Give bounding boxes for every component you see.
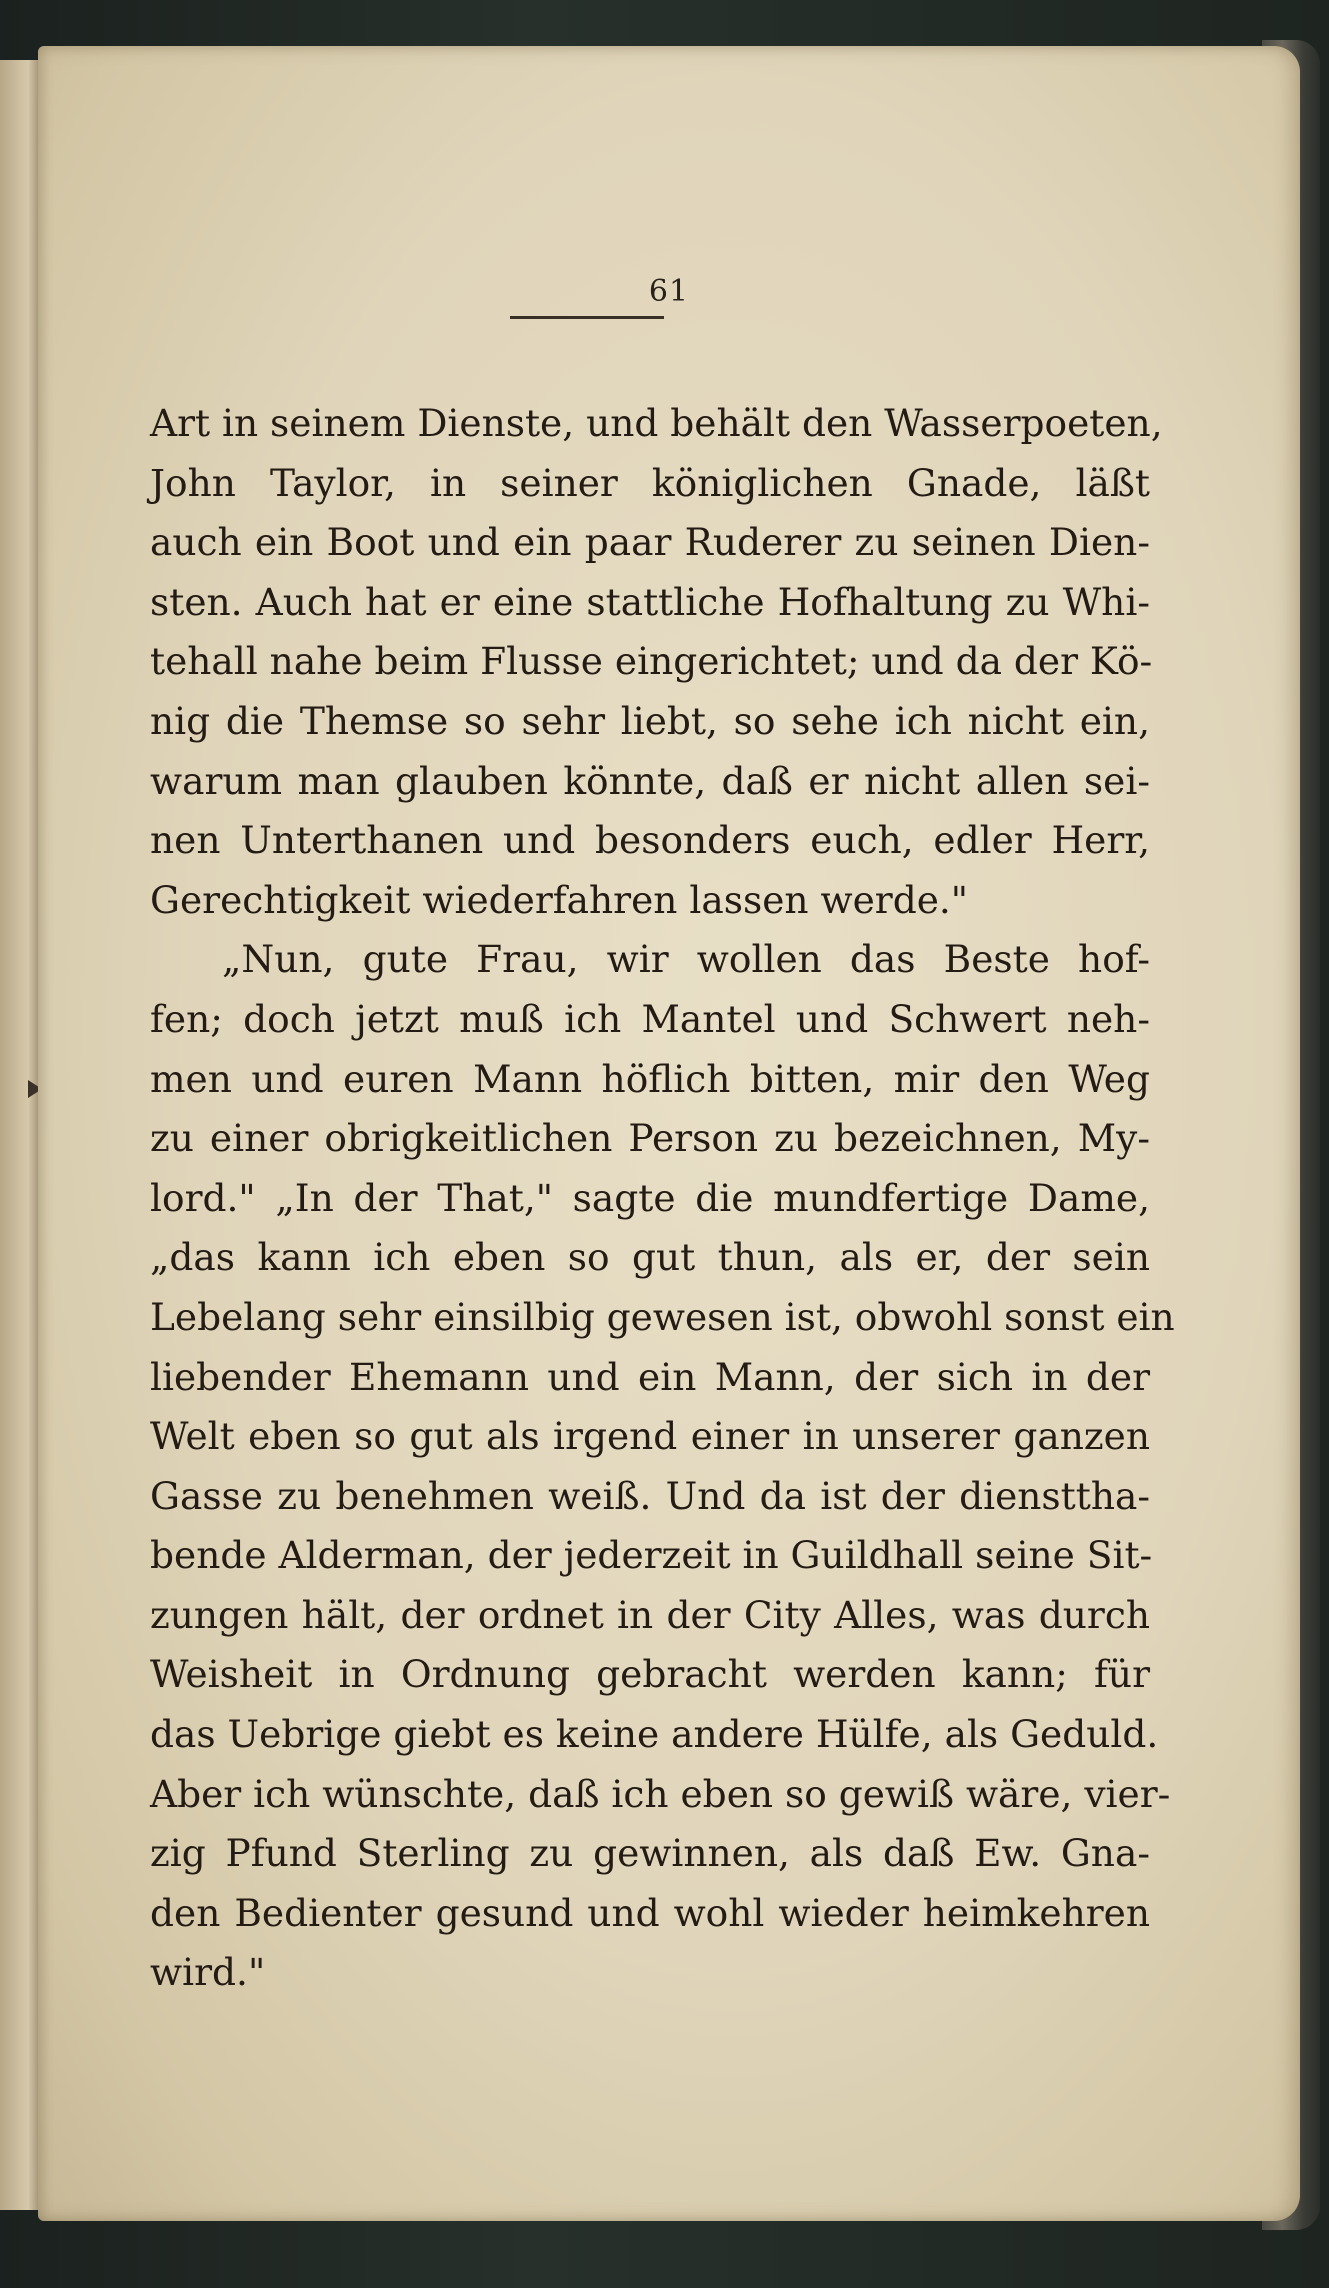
text-line: zungen hält, der ordnet in der City Alles, was durch	[150, 1592, 1150, 1637]
text-line: sten. Auch hat er eine stattliche Hofhaltung zu Whi-	[150, 579, 1150, 624]
text-line: Gerechtigkeit wiederfahren lassen werde."	[150, 877, 969, 922]
page-number: 61	[648, 274, 690, 309]
text-line: men und euren Mann höflich bitten, mir den Weg	[150, 1056, 1150, 1101]
text-line: fen; doch jetzt muß ich Mantel und Schwert neh-	[150, 996, 1150, 1041]
text-line: lord." „In der That," sagte die mundfertige Dame,	[150, 1175, 1150, 1220]
text-line: Art in seinem Dienste, und behält den Wasserpoeten,	[150, 401, 1163, 445]
text-line: zig Pfund Sterling zu gewinnen, als daß Ew. Gna-	[150, 1831, 1150, 1876]
text-line: Gasse zu benehmen weiß. Und da ist der diensttha-	[150, 1473, 1150, 1518]
text-line: Lebelang sehr einsilbig gewesen ist, obwohl sonst ein	[150, 1294, 1175, 1339]
text-line: auch ein Boot und ein paar Ruderer zu seinen Dien-	[150, 520, 1150, 565]
text-line: „Nun, gute Frau, wir wollen das Beste hof-	[222, 937, 1150, 982]
text-line: Aber ich wünschte, daß ich eben so gewiß wäre, vier-	[150, 1771, 1171, 1816]
body-text	[150, 394, 1175, 2003]
facing-page-edge	[0, 60, 40, 2210]
text-line: wird."	[150, 1950, 266, 1995]
page-number-rule	[510, 316, 664, 319]
text-line: zu einer obrigkeitlichen Person zu bezeichnen, My-	[150, 1116, 1150, 1161]
book-page	[38, 46, 1300, 2221]
text-line: liebender Ehemann und ein Mann, der sich in der	[150, 1354, 1150, 1399]
text-line: nen Unterthanen und besonders euch, edler Herr,	[150, 818, 1150, 863]
text-line: tehall nahe beim Flusse eingerichtet; und da der Kö-	[150, 639, 1153, 684]
text-line: John Taylor, in seiner königlichen Gnade, läßt	[150, 460, 1150, 505]
text-line: Welt eben so gut als irgend einer in unserer ganzen	[150, 1414, 1150, 1459]
text-line: das Uebrige giebt es keine andere Hülfe, als Geduld.	[150, 1712, 1159, 1757]
text-line: „das kann ich eben so gut thun, als er, der sein	[150, 1235, 1150, 1280]
text-line: den Bedienter gesund und wohl wieder heimkehren	[150, 1890, 1150, 1935]
text-line: bende Alderman, der jederzeit in Guildhall seine Sit-	[150, 1533, 1153, 1578]
text-line: warum man glauben könnte, daß er nicht allen sei-	[150, 758, 1150, 803]
text-line: Weisheit in Ordnung gebracht werden kann; für	[150, 1652, 1150, 1697]
text-line: nig die Themse so sehr liebt, so sehe ich nicht ein,	[150, 698, 1150, 743]
